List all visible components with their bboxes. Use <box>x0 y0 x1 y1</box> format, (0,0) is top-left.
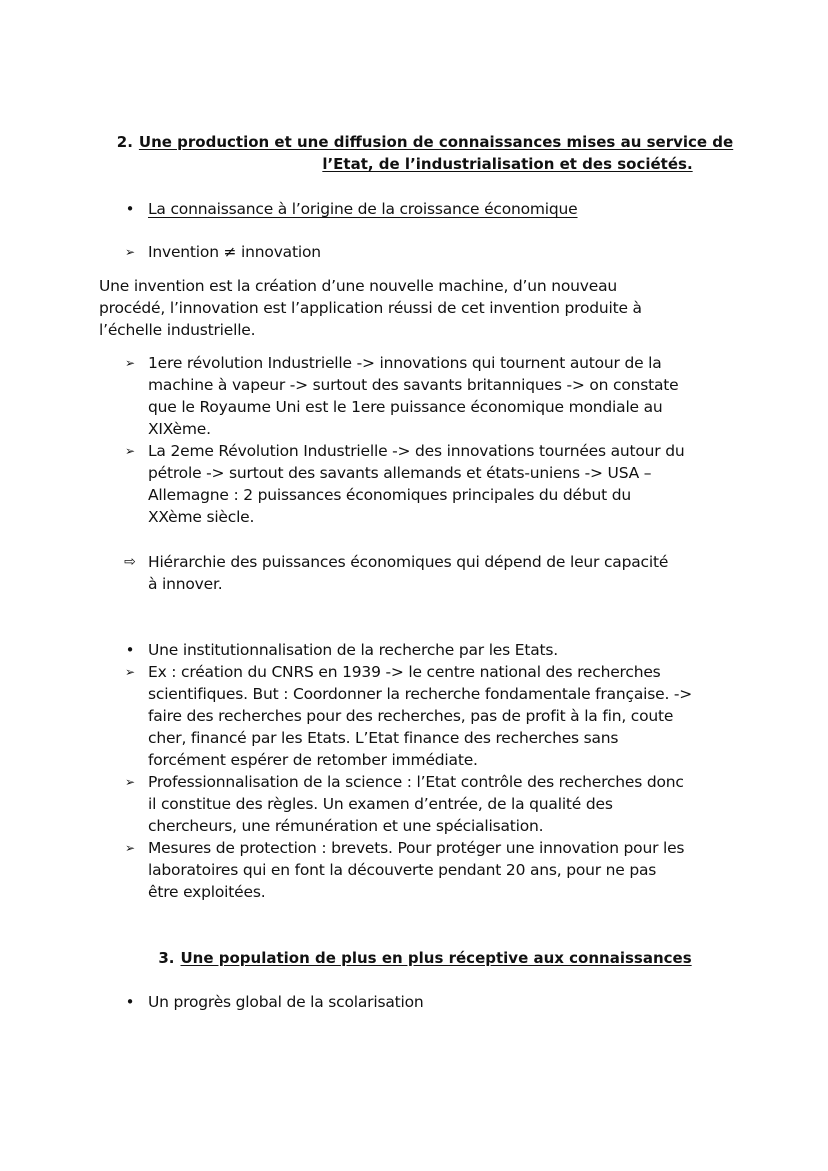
bullet-dot-icon: • <box>125 200 135 218</box>
section-2-title-line-2: l’Etat, de l’industrialisation et des sociétés. <box>322 155 693 173</box>
revolution-2-line: La 2eme Révolution Industrielle -> des innovations tournées autour du <box>148 442 685 460</box>
cnrs-line: cher, financé par les Etats. L’Etat finance des recherches sans <box>148 729 619 747</box>
profession-line: il constitue des règles. Un examen d’entrée, de la qualité des <box>148 795 613 813</box>
arrowhead-bullet-icon: ➢ <box>124 245 136 259</box>
profession-line: chercheurs, une rémunération et une spécialisation. <box>148 817 544 835</box>
section-2-heading <box>100 131 750 153</box>
definition-line: procédé, l’innovation est l’application réussi de cet invention produite à <box>99 299 642 317</box>
bullet-dot-icon: • <box>125 641 135 659</box>
revolution-1-line: 1ere révolution Industrielle -> innovations qui tournent autour de la <box>148 354 662 372</box>
revolution-1-line: XIXème. <box>148 420 211 438</box>
section-3-number: 3. <box>158 949 175 967</box>
conclusion-line: à innover. <box>148 575 223 593</box>
revolution-1-line: que le Royaume Uni est le 1ere puissance économique mondiale au <box>148 398 663 416</box>
revolution-2-line: Allemagne : 2 puissances économiques principales du début du <box>148 486 632 504</box>
cnrs-line: Ex : création du CNRS en 1939 -> le centre national des recherches <box>148 663 661 681</box>
definition-line: Une invention est la création d’une nouvelle machine, d’un nouveau <box>99 277 618 295</box>
arrowhead-bullet-icon: ➢ <box>124 665 136 679</box>
section-2-heading-line-2 <box>100 153 750 175</box>
arrowhead-bullet-icon: ➢ <box>124 444 136 458</box>
arrowhead-bullet-icon: ➢ <box>124 775 136 789</box>
revolution-1-line: machine à vapeur -> surtout des savants britanniques -> on constate <box>148 376 679 394</box>
cnrs-line: forcément espérer de retomber immédiate. <box>148 751 478 769</box>
section-3-title: Une population de plus en plus réceptive aux connaissances <box>180 949 692 967</box>
revolution-2-line: XXème siècle. <box>148 508 255 526</box>
section-2-title-line-1: Une production et une diffusion de connaissances mises au service de <box>138 133 734 151</box>
arrowhead-bullet-icon: ➢ <box>124 356 136 370</box>
cnrs-line: faire des recherches pour des recherches, pas de profit à la fin, coute <box>148 707 674 725</box>
bullet-dot-icon: • <box>125 993 135 1011</box>
arrow-invention: Invention ≠ innovation <box>148 243 321 261</box>
profession-line: Professionnalisation de la science : l’Etat contrôle des recherches donc <box>148 773 684 791</box>
brevets-line: Mesures de protection : brevets. Pour protéger une innovation pour les <box>148 839 685 857</box>
bullet-institution: Une institutionnalisation de la recherche par les Etats. <box>148 641 558 659</box>
bullet-croissance: La connaissance à l’origine de la croissance économique <box>148 200 578 218</box>
revolution-2-line: pétrole -> surtout des savants allemands et états-uniens -> USA – <box>148 464 652 482</box>
conclusion-line: Hiérarchie des puissances économiques qui dépend de leur capacité <box>148 553 669 571</box>
cnrs-line: scientifiques. But : Coordonner la recherche fondamentale française. -> <box>148 685 693 703</box>
brevets-line: laboratoires qui en font la découverte pendant 20 ans, pour ne pas <box>148 861 657 879</box>
definition-line: l’échelle industrielle. <box>99 321 256 339</box>
bullet-scolarisation: Un progrès global de la scolarisation <box>148 993 424 1011</box>
section-2-number: 2. <box>116 133 133 151</box>
section-3-heading <box>100 947 750 969</box>
outline-arrow-icon: ⇨ <box>124 554 136 570</box>
arrowhead-bullet-icon: ➢ <box>124 841 136 855</box>
brevets-line: être exploitées. <box>148 883 266 901</box>
